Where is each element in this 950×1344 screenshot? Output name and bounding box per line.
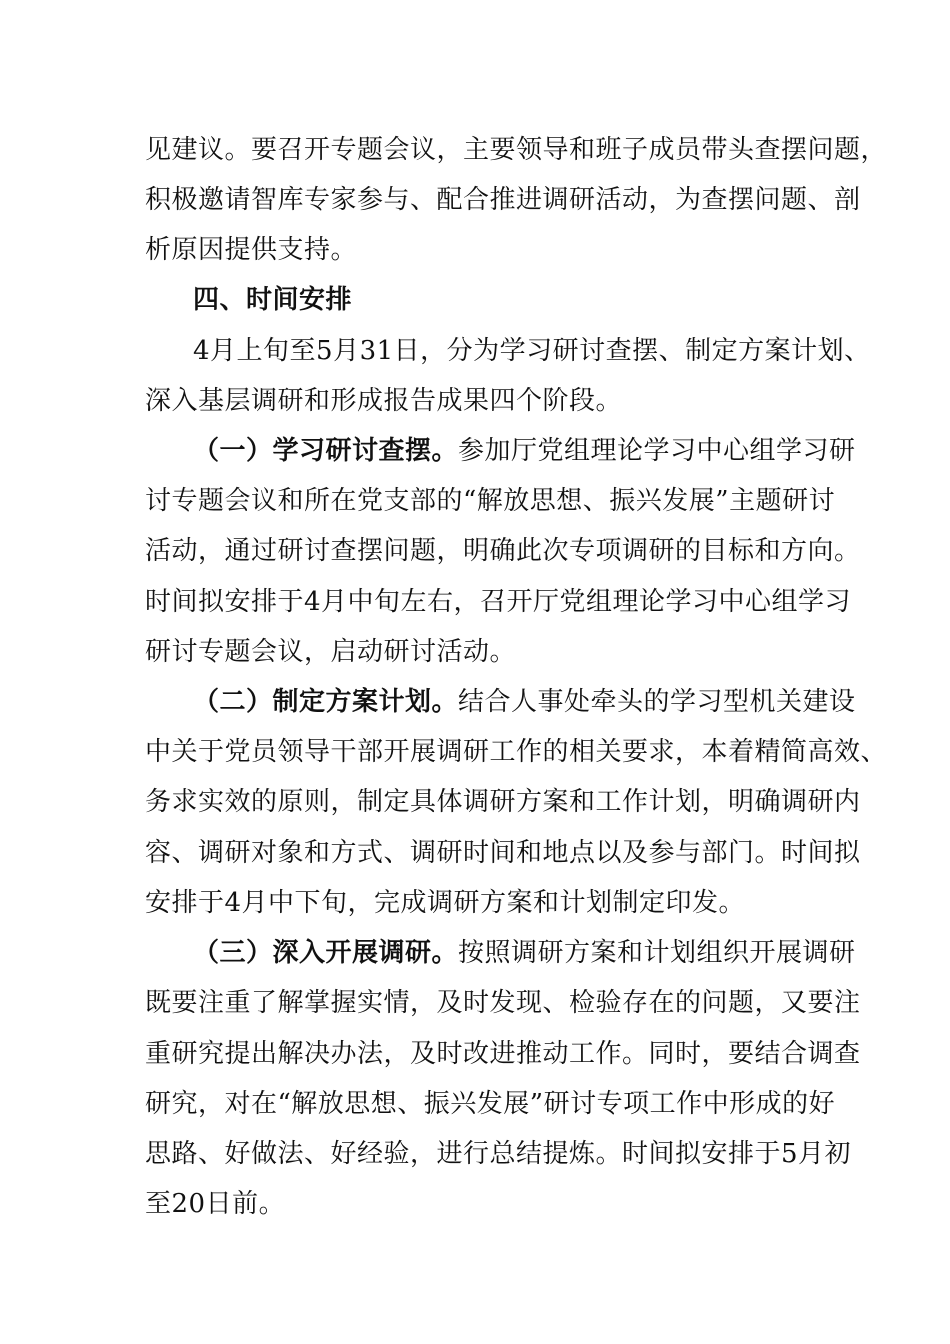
- stage-title: （三）深入开展调研。: [193, 938, 459, 968]
- body-text-line: 积极邀请智库专家参与、配合推进调研活动，为查摆问题、剖: [145, 185, 861, 215]
- body-text-line: 时间拟安排于4月中旬左右，召开厅党组理论学习中心组学习: [145, 587, 852, 617]
- body-text-line: 至20日前。: [145, 1189, 286, 1219]
- paragraph-first-line: [193, 426, 873, 476]
- body-text-line: 重研究提出解决办法，及时改进推动工作。同时，要结合调查: [145, 1039, 861, 1069]
- body-text-line: 务求实效的原则，制定具体调研方案和工作计划，明确调研内: [145, 787, 861, 817]
- body-text-line: 既要注重了解掌握实情，及时发现、检验存在的问题，又要注: [145, 988, 861, 1018]
- stage-title: （二）制定方案计划。: [193, 687, 459, 717]
- body-text-line: 思路、好做法、好经验，进行总结提炼。时间拟安排于5月初: [145, 1139, 852, 1169]
- section-heading: 四、时间安排: [193, 285, 353, 315]
- body-text-line: 中关于党员领导干部开展调研工作的相关要求，本着精简高效、: [145, 737, 888, 767]
- body-text-line: 4月上旬至5月31日，分为学习研讨查摆、制定方案计划、: [193, 336, 871, 366]
- body-text-line: 讨专题会议和所在党支部的“解放思想、振兴发展”主题研讨: [145, 486, 836, 516]
- stage-title: （一）学习研讨查摆。: [193, 436, 459, 466]
- body-text-line: 析原因提供支持。: [145, 235, 358, 265]
- body-text-line: 容、调研对象和方式、调研时间和地点以及参与部门。时间拟: [145, 838, 861, 868]
- body-text-line: 见建议。要召开专题会议，主要领导和班子成员带头查摆问题，: [145, 135, 888, 165]
- body-text-line: 深入基层调研和形成报告成果四个阶段。: [145, 386, 623, 416]
- body-text-line: 研究，对在“解放思想、振兴发展”研讨专项工作中形成的好: [145, 1089, 836, 1119]
- body-text: 结合人事处牵头的学习型机关建设: [458, 687, 856, 717]
- body-text: 参加厅党组理论学习中心组学习研: [458, 436, 856, 466]
- body-text: 按照调研方案和计划组织开展调研: [458, 938, 856, 968]
- body-text-line: 安排于4月中下旬，完成调研方案和计划制定印发。: [145, 888, 746, 918]
- body-text-line: 活动，通过研讨查摆问题，明确此次专项调研的目标和方向。: [145, 536, 861, 566]
- paragraph-first-line: [193, 928, 873, 978]
- paragraph-first-line: [193, 677, 873, 727]
- body-text-line: 研讨专题会议，启动研讨活动。: [145, 637, 517, 667]
